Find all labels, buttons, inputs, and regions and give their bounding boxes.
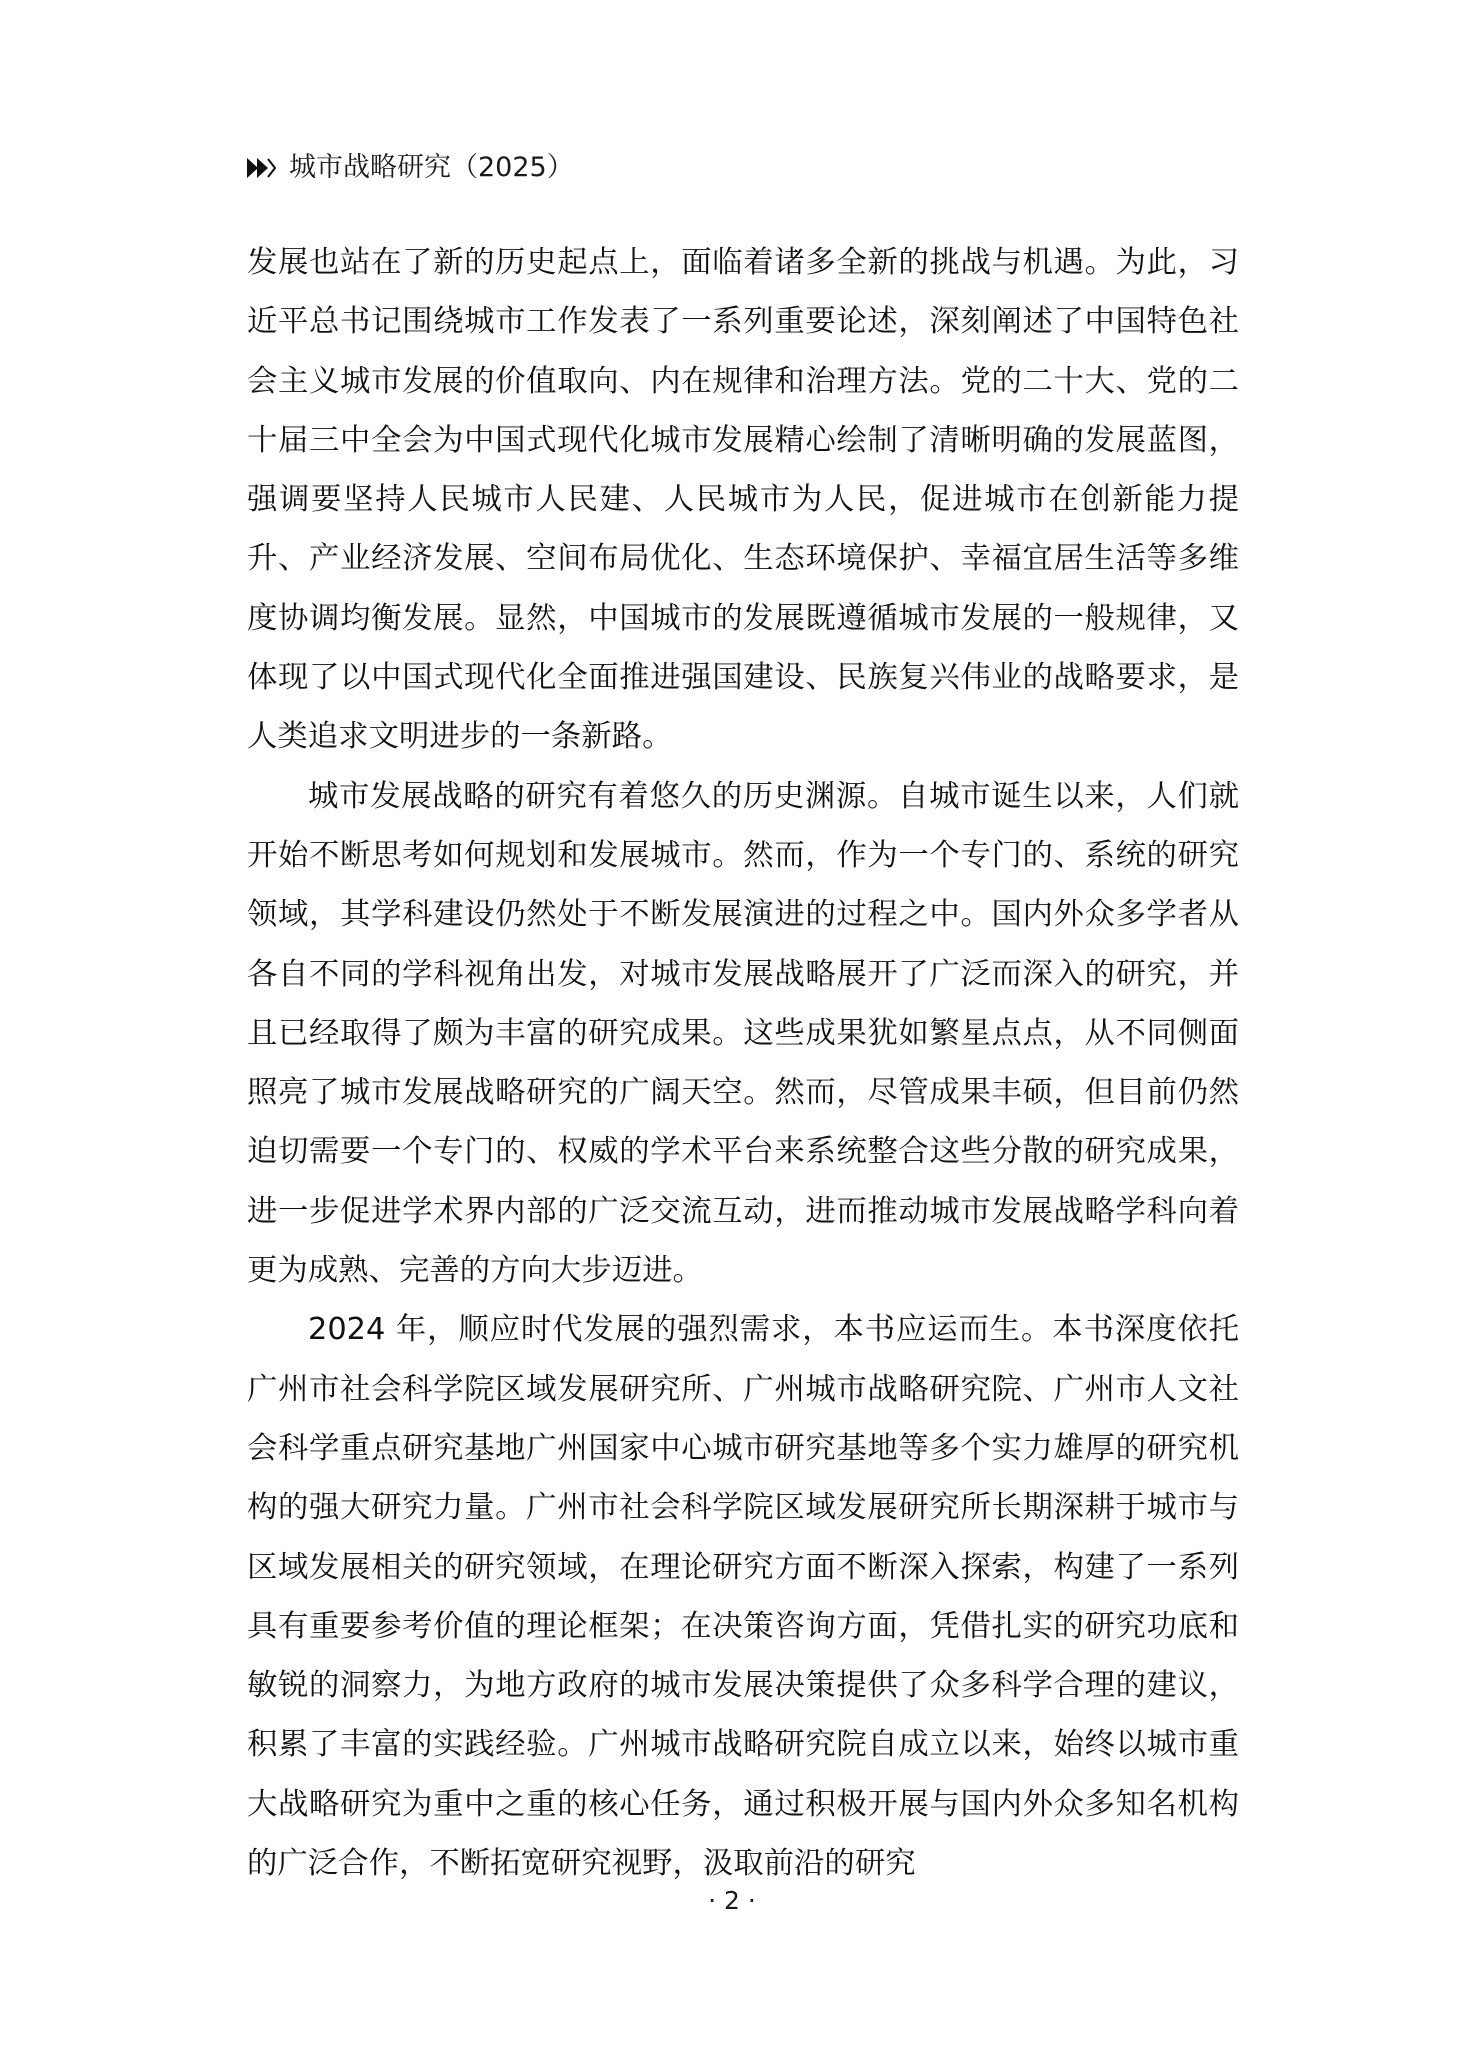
running-header: [247, 150, 574, 186]
paragraph-2: 城市发展战略的研究有着悠久的历史渊源。自城市诞生以来，人们就开始不断思考如何规划和发展城市。然而，作为一个专门的、系统的研究领域，其学科建设仍然处于不断发展演进的过程之中。国内外众多学者从各自不同的学科视角出发，对城市发展战略展开了广泛而深入的研究，并且已经取得了颇为丰富的研究成果。这些成果犹如繁星点点，从不同侧面照亮了城市发展战略研究的广阔天空。然而，尽管成果丰硕，但目前仍然迫切需要一个专门的、权威的学术平台来系统整合这些分散的研究成果，进一步促进学术界内部的广泛交流互动，进而推动城市发展战略学科向着更为成熟、完善的方向大步迈进。: [247, 778, 1239, 1289]
paragraph-3: 2024 年，顺应时代发展的强烈需求，本书应运而生。本书深度依托广州市社会科学院区域发展研究所、广州城市战略研究院、广州市人文社会科学重点研究基地广州国家中心城市研究基地等多个实力雄厚的研究机构的强大研究力量。广州市社会科学院区域发展研究所长期深耕于城市与区域发展相关的研究领域，在理论研究方面不断深入探索，构建了一系列具有重要参考价值的理论框架；在决策咨询方面，凭借扎实的研究功底和敏锐的洞察力，为地方政府的城市发展决策提供了众多科学合理的建议，积累了丰富的实践经验。广州城市战略研究院自成立以来，始终以城市重大战略研究为重中之重的核心任务，通过积极开展与国内外众多知名机构的广泛合作，不断拓宽研究视野，汲取前沿的研究: [247, 1312, 1239, 1882]
body-text: [247, 233, 1239, 1893]
paragraph-1: 发展也站在了新的历史起点上，面临着诸多全新的挑战与机遇。为此，习近平总书记围绕城市工作发表了一系列重要论述，深刻阐述了中国特色社会主义城市发展的价值取向、内在规律和治理方法。党的二十大、党的二十届三中全会为中国式现代化城市发展精心绘制了清晰明确的发展蓝图，强调要坚持人民城市人民建、人民城市为人民，促进城市在创新能力提升、产业经济发展、空间布局优化、生态环境保护、幸福宜居生活等多维度协调均衡发展。显然，中国城市的发展既遵循城市发展的一般规律，又体现了以中国式现代化全面推进强国建设、民族复兴伟业的战略要求，是人类追求文明进步的一条新路。: [247, 245, 1239, 755]
running-header-title: 城市战略研究（2025）: [289, 152, 574, 183]
double-arrow-right-icon: [247, 156, 276, 180]
page-number: · 2 ·: [708, 1886, 756, 1915]
